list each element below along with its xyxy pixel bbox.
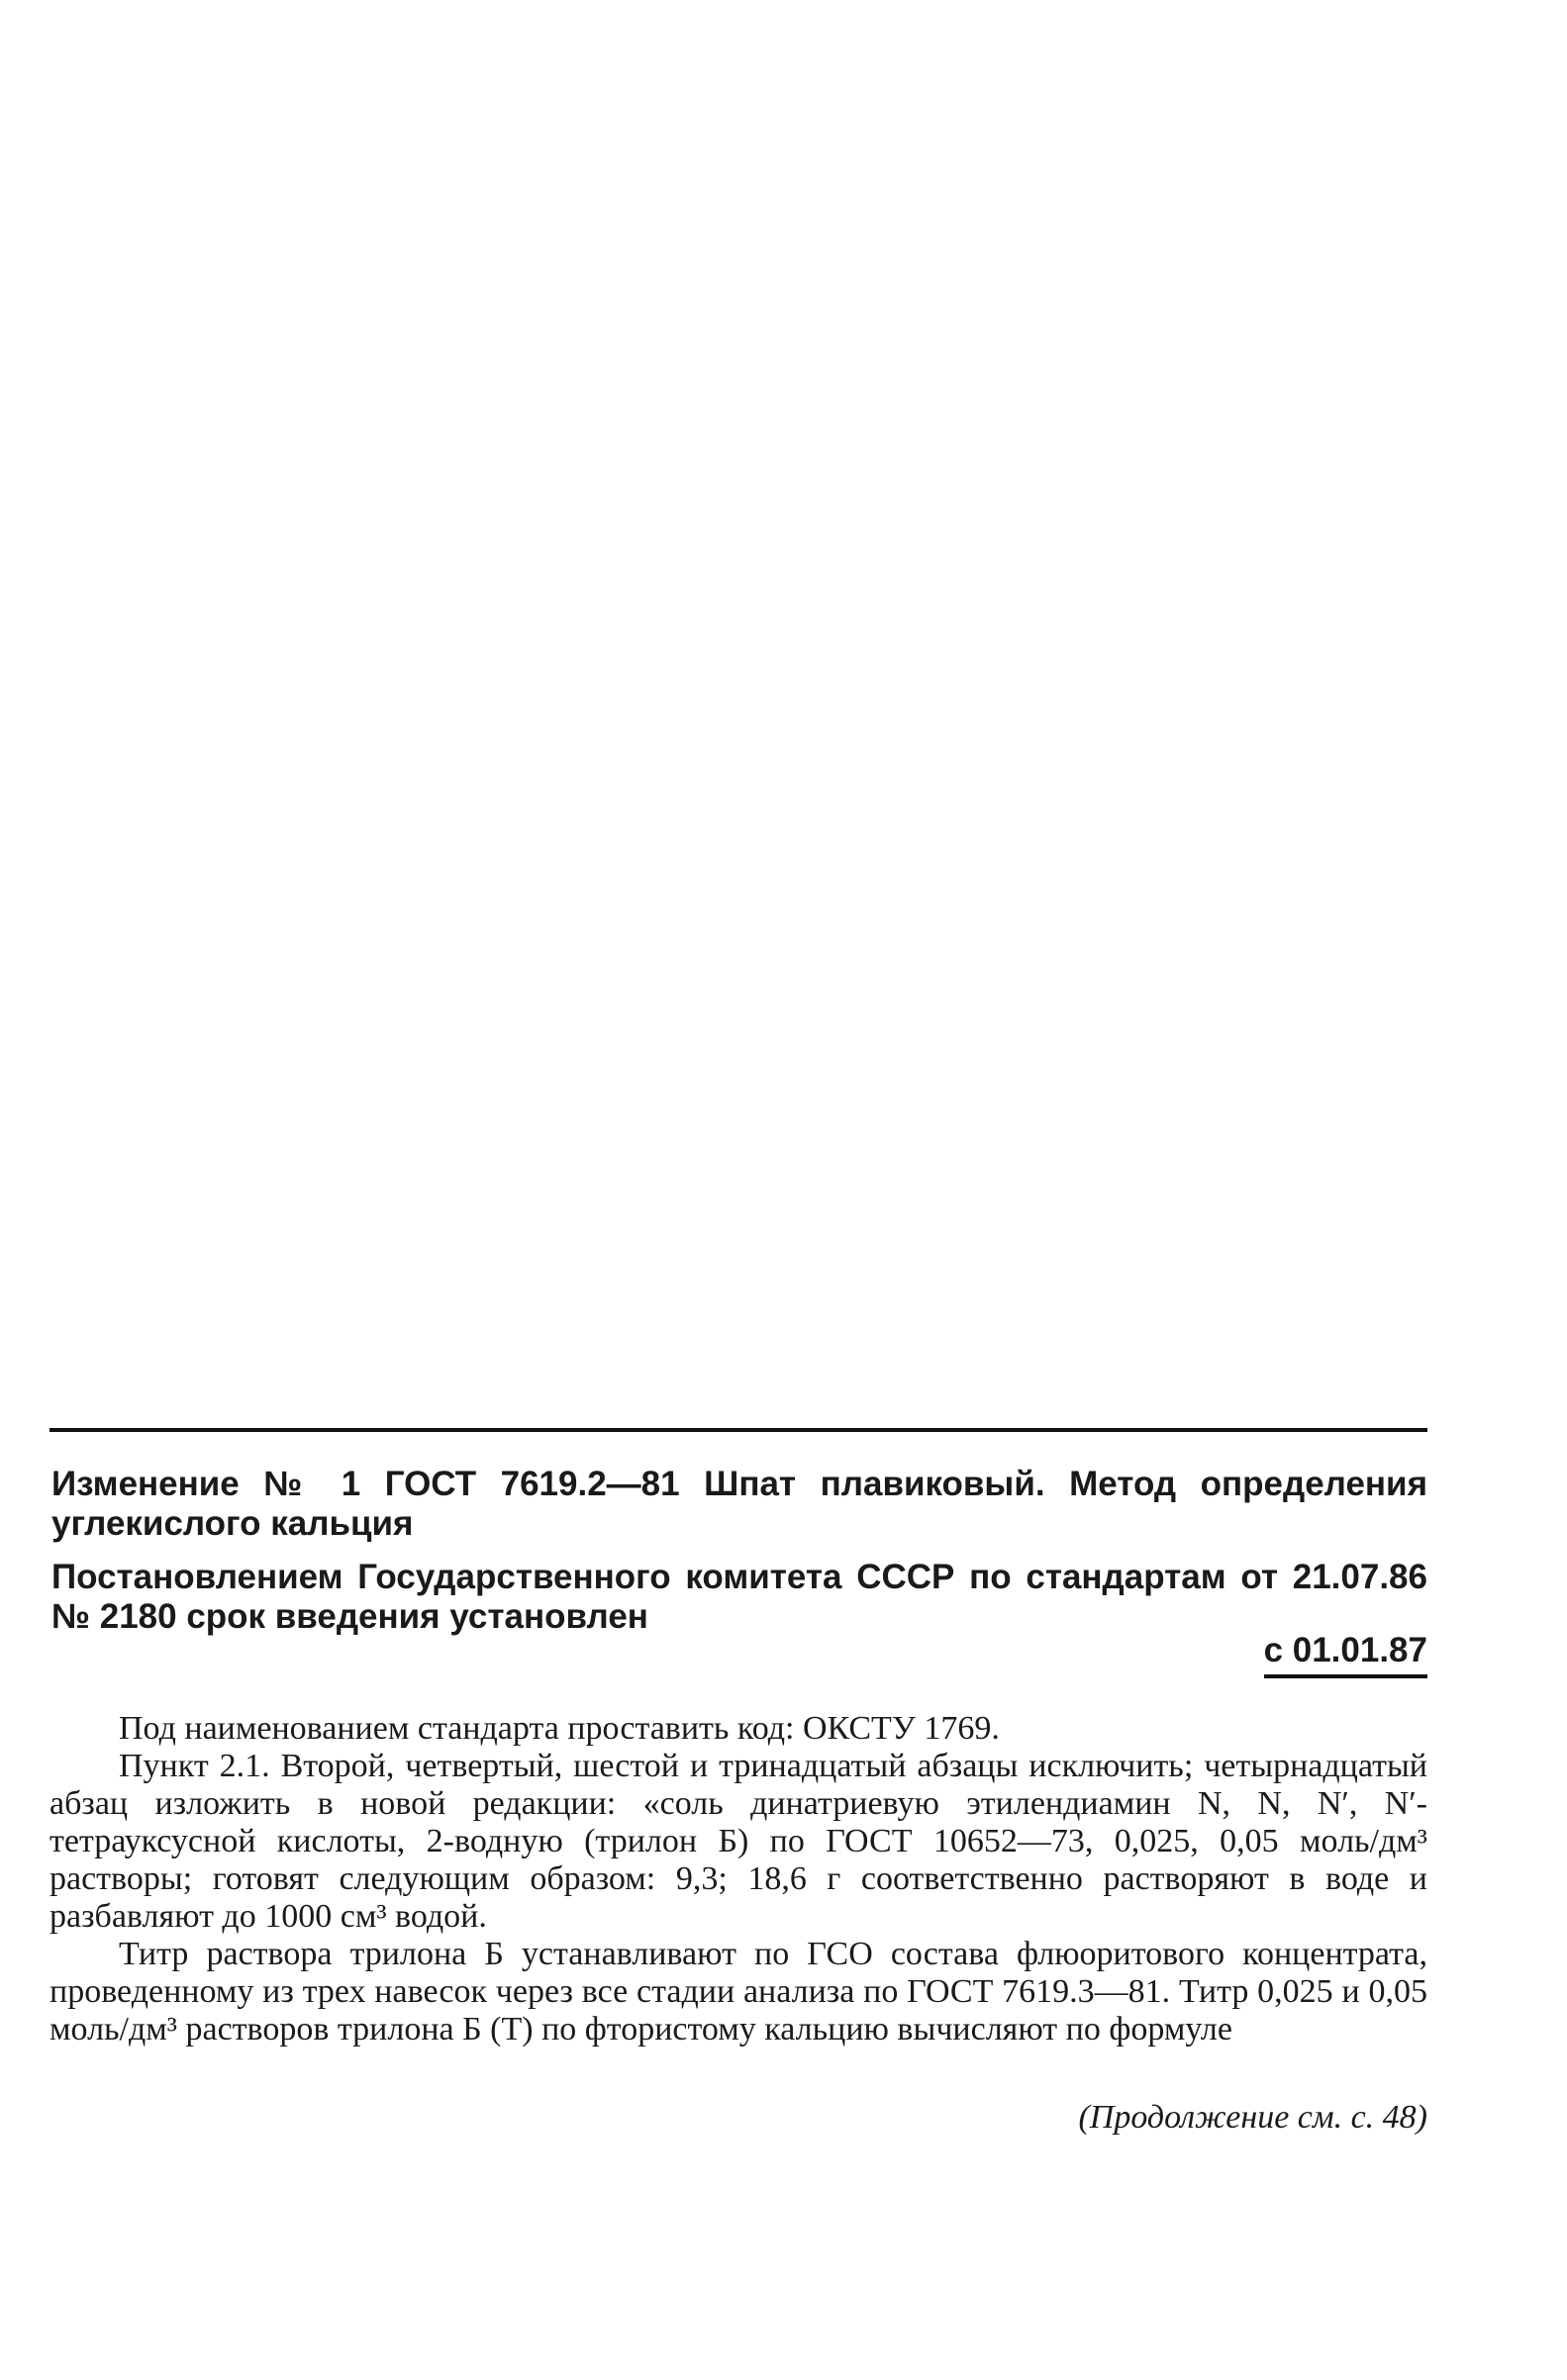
paragraph-clause-2-1: Пункт 2.1. Второй, четвертый, шестой и тринадцатый абзацы исключить; четырнадцатый абзац изложить в новой редакции: «соль динатриевую этилендиамин N, N, N′, N′-тетрауксусной кислоты, 2-водную (трилон Б) по ГОСТ 10652—73, 0,025, 0,05 моль/дм³ растворы; готовят следующим образом: 9,3; 18,6 г соответственно растворяют в воде и разбавляют до 1000 см³ водой. <box>49 1748 1427 1935</box>
paragraph-titre: Титр раствора трилона Б устанавливают по ГСО состава флюоритового концентрата, проведенному из трех навесок через все стадии анализа по ГОСТ 7619.3—81. Титр 0,025 и 0,05 моль/дм³ растворов трилона Б (T) по фтористому кальцию вычисляют по формуле <box>49 1936 1427 2047</box>
continuation-note: (Продолжение см. с. 48) <box>1078 2099 1427 2136</box>
amendment-header <box>51 1465 1427 1651</box>
paragraph-okstu: Под наименованием стандарта проставить код: ОКСТУ 1769. <box>119 1710 1000 1747</box>
amendment-title: Изменение № 1 ГОСТ 7619.2—81 Шпат плавиковый. Метод определения углекислого кальция <box>51 1465 1427 1543</box>
decree-statement: Постановлением Государственного комитета СССР по стандартам от 21.07.86 № 2180 срок введения установлен <box>51 1558 1427 1636</box>
amendment-body <box>49 1710 1427 2048</box>
top-rule <box>49 1428 1427 1432</box>
effective-date: с 01.01.87 <box>1264 1631 1427 1678</box>
